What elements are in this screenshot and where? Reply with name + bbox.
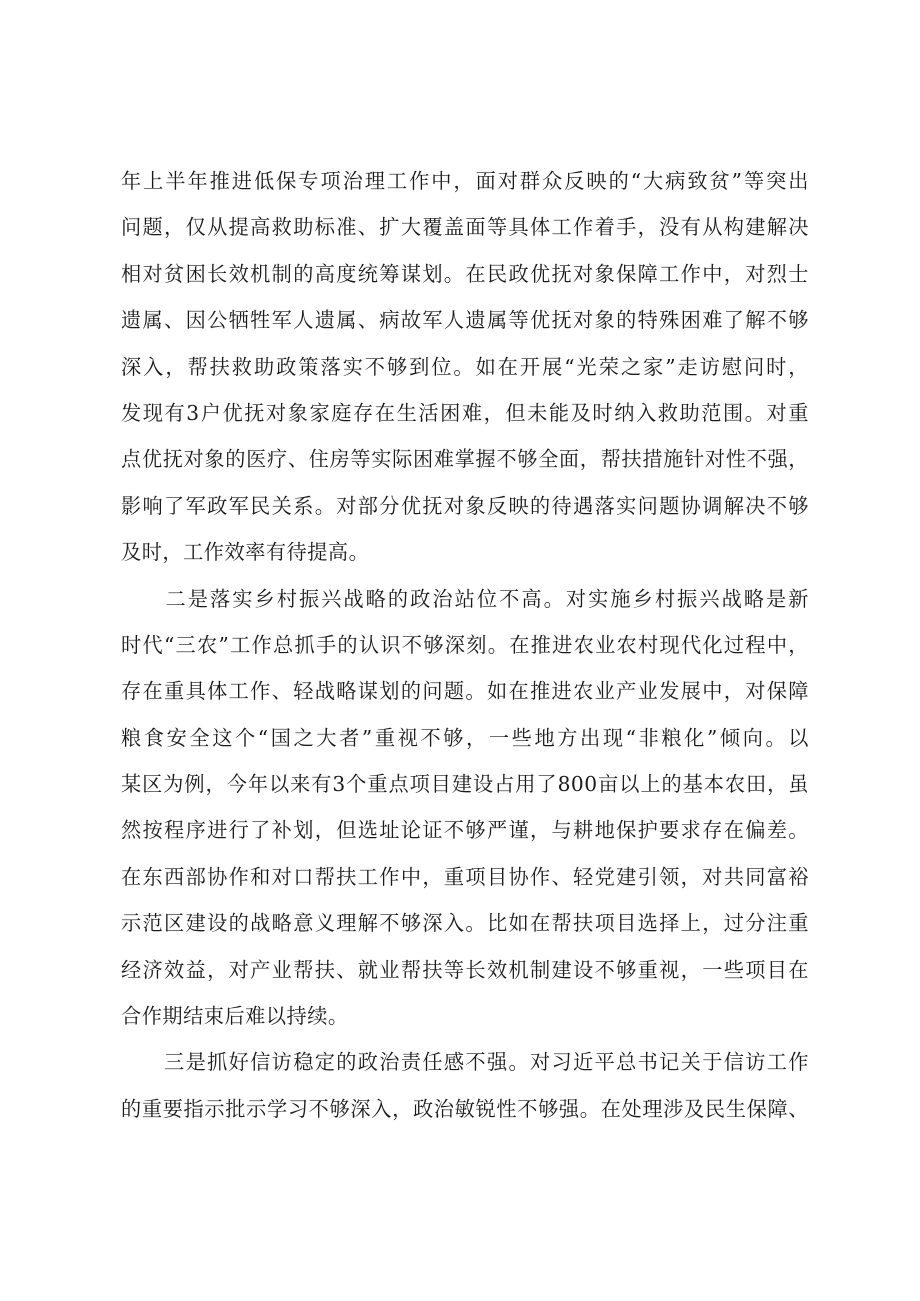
paragraph-heading-line: 二是落实乡村振兴战略的政治站位不高。对实施乡村振兴战略是新 bbox=[121, 586, 809, 611]
paragraph-heading-line: 三是抓好信访稳定的政治责任感不强。对习近平总书记关于信访工作 bbox=[121, 1050, 809, 1075]
text-line: 存在重具体工作、轻战略谋划的问题。如在推进农业产业发展中，对保障 bbox=[121, 679, 809, 704]
text-line: 粮食安全这个“国之大者”重视不够，一些地方出现“非粮化”倾向。以 bbox=[121, 725, 809, 750]
text-line: 遗属、因公牺牲军人遗属、病故军人遗属等优抚对象的特殊困难了解不够 bbox=[121, 308, 809, 333]
text-line: 发现有3户优抚对象家庭存在生活困难，但未能及时纳入救助范围。对重 bbox=[121, 400, 809, 425]
text-line: 某区为例，今年以来有3个重点项目建设占用了800亩以上的基本农田，虽 bbox=[121, 772, 809, 797]
text-line: 合作期结束后难以持续。 bbox=[121, 1004, 349, 1029]
text-line: 在东西部协作和对口帮扶工作中，重项目协作、轻党建引领，对共同富裕 bbox=[121, 864, 809, 889]
text-line: 相对贫困长效机制的高度统筹谋划。在民政优抚对象保障工作中，对烈士 bbox=[121, 261, 809, 286]
text-line: 点优抚对象的医疗、住房等实际困难掌握不够全面，帮扶措施针对性不强， bbox=[121, 447, 809, 472]
document-body bbox=[121, 160, 809, 1134]
text-line: 影响了军政军民关系。对部分优抚对象反映的待遇落实问题协调解决不够 bbox=[121, 493, 809, 518]
text-line: 示范区建设的战略意义理解不够深入。比如在帮扶项目选择上，过分注重 bbox=[121, 911, 809, 936]
text-line: 时代“三农”工作总抓手的认识不够深刻。在推进农业农村现代化过程中， bbox=[121, 632, 809, 657]
text-line: 然按程序进行了补划，但选址论证不够严谨，与耕地保护要求存在偏差。 bbox=[121, 818, 809, 843]
text-line: 及时，工作效率有待提高。 bbox=[121, 540, 370, 565]
text-line: 问题，仅从提高救助标准、扩大覆盖面等具体工作着手，没有从构建解决 bbox=[121, 215, 809, 240]
text-line: 深入，帮扶救助政策落实不够到位。如在开展“光荣之家”走访慰问时， bbox=[121, 354, 809, 379]
text-line: 的重要指示批示学习不够深入，政治敏锐性不够强。在处理涉及民生保障、 bbox=[121, 1096, 809, 1121]
text-line: 经济效益，对产业帮扶、就业帮扶等长效机制建设不够重视，一些项目在 bbox=[121, 957, 809, 982]
text-line: 年上半年推进低保专项治理工作中，面对群众反映的“大病致贫”等突出 bbox=[121, 169, 809, 193]
